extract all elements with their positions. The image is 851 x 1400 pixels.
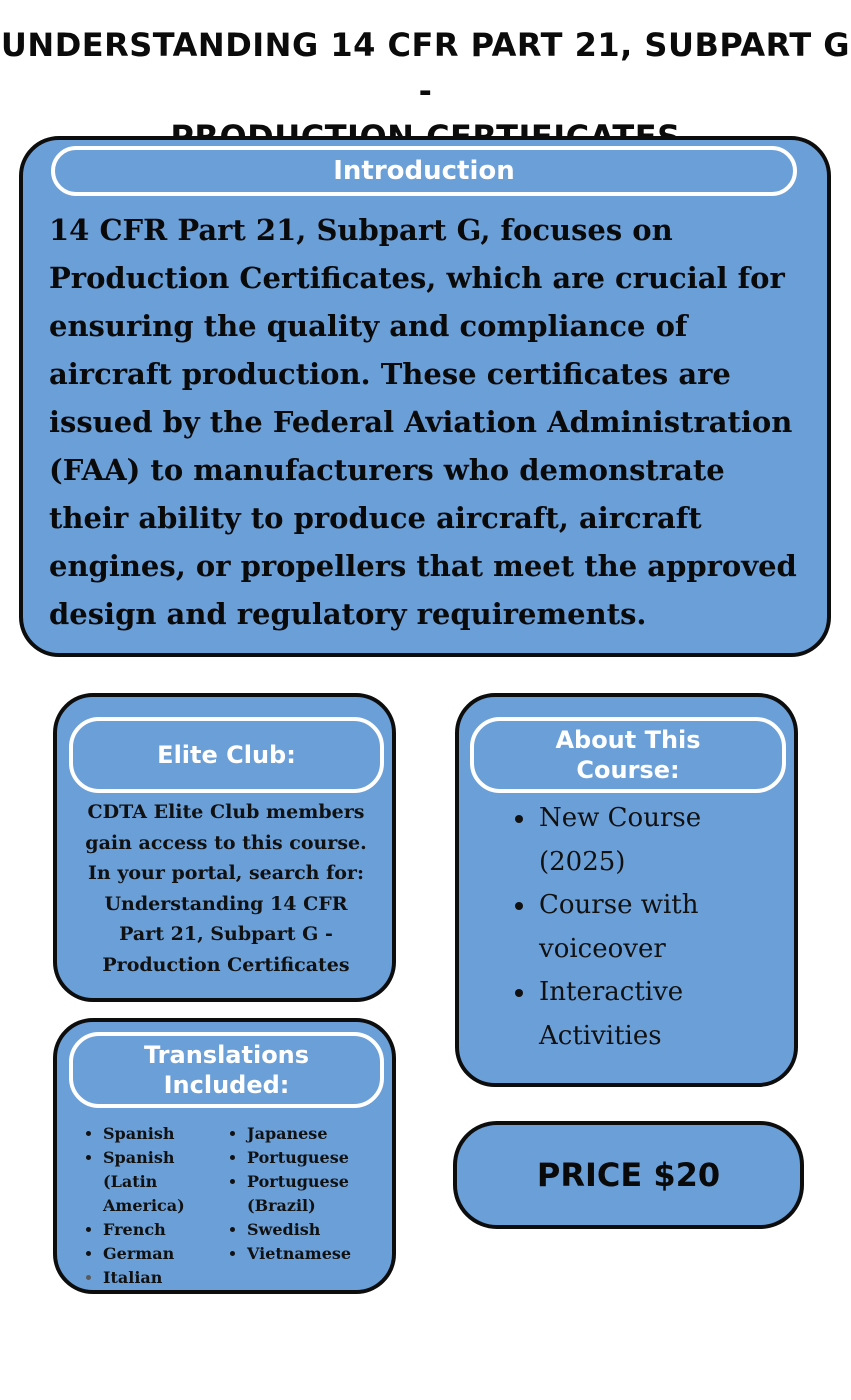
language-item: • Japanese <box>247 1122 391 1146</box>
translations-heading-line-1: Translations <box>143 1041 310 1069</box>
translations-list-column-1 <box>57 1122 225 1290</box>
about-course-heading-line-2: Course: <box>576 756 680 784</box>
language-item: • Italian <box>103 1266 225 1290</box>
price-card <box>453 1121 804 1229</box>
about-course-list <box>481 797 771 1058</box>
language-item: • German <box>103 1242 225 1266</box>
about-course-heading <box>470 717 786 793</box>
elite-club-text: CDTA Elite Club members gain access to this course. In your portal, search for: Understanding 14 CFR Part 21, Subpart G - Production Certificates <box>85 801 367 976</box>
translations-card <box>53 1018 396 1294</box>
language-item: • Spanish (Latin America) <box>103 1146 225 1218</box>
about-course-item: • Course with voiceover <box>537 884 771 971</box>
introduction-card <box>19 136 831 657</box>
elite-club-heading: Elite Club: <box>69 717 384 793</box>
introduction-text: 14 CFR Part 21, Subpart G, focuses on Production Certificates, which are crucial for ensuring the quality and compliance of aircraft production. These certificates are issued by the Federal Aviation Administration (FAA) to manufacturers who demonstrate their ability to produce aircraft, aircraft engines, or propellers that meet the approved design and regulatory requirements. <box>49 213 797 631</box>
language-item: • Spanish <box>103 1122 225 1146</box>
translations-list-column-2 <box>201 1122 391 1266</box>
page-title-line-1: UNDERSTANDING 14 CFR PART 21, SUBPART G - <box>0 26 851 110</box>
about-course-item: • Interactive Activities <box>537 971 771 1058</box>
language-item: • Portuguese (Brazil) <box>247 1170 391 1218</box>
translations-heading-line-2: Included: <box>163 1071 290 1099</box>
language-item: • Vietnamese <box>247 1242 391 1266</box>
elite-club-card <box>53 693 396 1002</box>
about-course-item: • New Course (2025) <box>537 797 771 884</box>
introduction-heading: Introduction <box>51 146 797 196</box>
about-course-heading-line-1: About This <box>555 726 701 754</box>
about-course-card <box>455 693 798 1087</box>
language-item: • Portuguese <box>247 1146 391 1170</box>
translations-heading <box>69 1032 384 1108</box>
language-item: • French <box>103 1218 225 1242</box>
price-label: PRICE $20 <box>536 1156 721 1194</box>
language-item: • Swedish <box>247 1218 391 1242</box>
